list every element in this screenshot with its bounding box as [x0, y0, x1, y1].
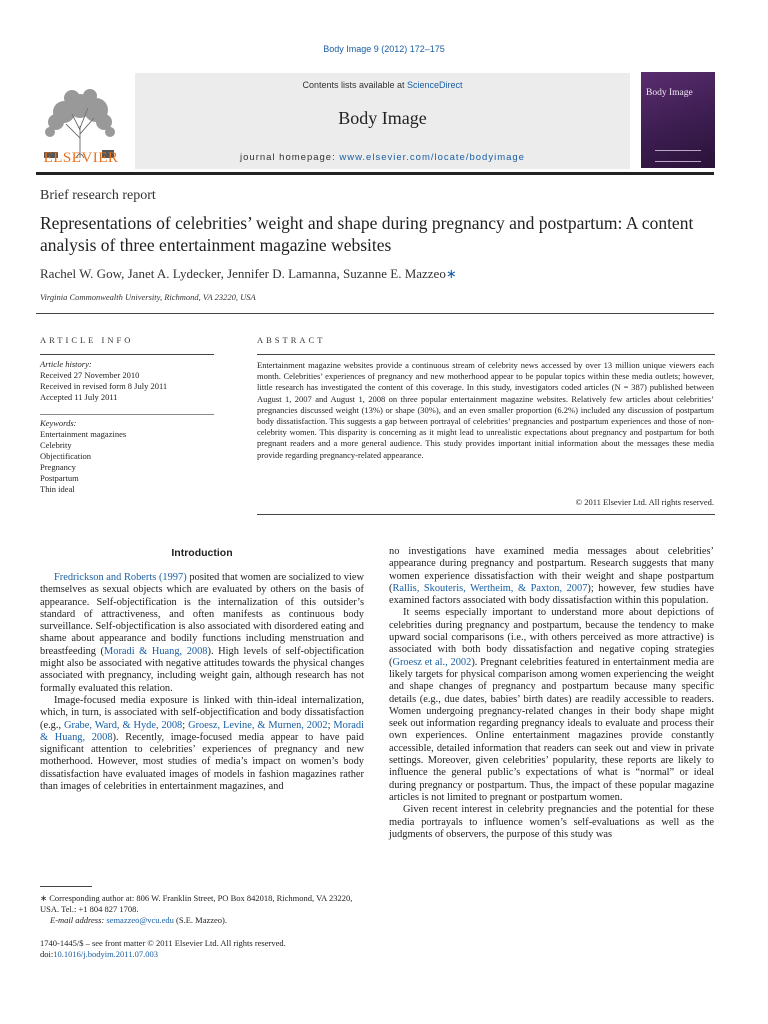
doi-prefix: doi:	[40, 949, 54, 959]
article-history	[40, 359, 220, 403]
history-revised: Received in revised form 8 July 2011	[40, 381, 168, 391]
abstract-heading: ABSTRACT	[257, 335, 326, 345]
doi-line	[40, 949, 364, 960]
citation-link[interactable]: Groesz, Levine, & Murnen, 2002	[188, 719, 328, 731]
cover-title: Body Image	[646, 88, 693, 98]
paragraph-text: Image-focused media exposure is linked with thin-ideal internalization, which, in turn, is associated with self-objectification and body dissatisfaction (e.g.,	[40, 694, 364, 731]
article-info-heading: ARTICLE INFO	[40, 335, 134, 345]
citation-link[interactable]: Moradi & Huang, 2008	[40, 719, 364, 743]
footnote-mark: ∗	[40, 893, 48, 903]
paragraph	[40, 695, 364, 793]
paragraph-text: ). Pregnant celebrities featured in entertainment media are likely targets for physical comparison among women experiencing the weight and shape changes of pregnancy and postpartum because many specific details (e.g., due dates, babies’ birth dates) are readily accessible to readers. Women undergoing pregnancy-related changes in their body shape might seek out information regarding pregnancy ideals to evaluate and process their own experiences. Online entertainment magazines provide constantly accessible, detailed information that readers can seek out and view in private settings. Moreover, given celebrities’ popularity, these reports are likely to influence the general public’s expectations of what is “normal” or ideal during pregnancy or postpartum. Thus, the impact of these popular magazine articles is not limited to pregnant or postpartum women.	[389, 656, 714, 803]
authors-text: Rachel W. Gow, Janet A. Lydecker, Jennifer D. Lamanna, Suzanne E. Mazzeo	[40, 266, 446, 281]
affiliation: Virginia Commonwealth University, Richmond, VA 23220, USA	[40, 292, 256, 302]
footnote-email-line	[40, 915, 364, 926]
body-column-right	[389, 546, 714, 841]
email-link[interactable]: semazzeo@vcu.edu	[106, 915, 174, 925]
history-accepted: Accepted 11 July 2011	[40, 392, 118, 402]
paragraph-text: ); however, few studies have examined factors associated with body dissatisfaction within this population.	[389, 582, 714, 607]
contents-line	[135, 80, 630, 90]
paragraph-text: ). Recently, image-focused media appear to have paid significant attention to celebrities’ experiences of pregnancy and new motherhood. However, most studies of media’s impact on women’s body dissatisfaction have evaluated images of models in fashion magazines rather than images of celebrities in entertainment magazines, and	[40, 731, 365, 793]
citation-link[interactable]: Groesz et al., 2002	[392, 656, 472, 668]
doi-link[interactable]: 10.1016/j.bodyim.2011.07.003	[53, 949, 158, 959]
body-column-left	[40, 572, 364, 793]
citation-link[interactable]: Grabe, Ward, & Hyde, 2008	[63, 719, 183, 731]
history-label: Article history:	[40, 359, 92, 369]
journal-reference[interactable]: Body Image 9 (2012) 172–175	[323, 44, 445, 54]
paragraph: Given recent interest in celebrity pregnancies and the potential for these media portrayals to influence women’s self-evaluations as well as the judgments of observers, the purpose of this study was	[389, 804, 714, 840]
issn-block	[40, 938, 364, 960]
paragraph-text: ;	[182, 719, 189, 731]
cover-decoration	[655, 150, 701, 162]
homepage-link[interactable]: www.elsevier.com/locate/bodyimage	[339, 152, 525, 163]
footnote-address	[40, 893, 364, 915]
homepage-prefix: journal homepage:	[240, 152, 340, 163]
keyword-item: Pregnancy	[40, 462, 76, 472]
paragraph-text: It seems especially important to understand more about depictions of celebrities during pregnancy and postpartum, because the tendency to make upward social comparisons (i.e., with others perceived as more attractive) is associated with both body dissatisfaction and negative coping strategies (	[389, 607, 714, 668]
citation-link[interactable]: Fredrickson and Roberts (1997)	[54, 572, 187, 583]
email-suffix: (S.E. Mazzeo).	[173, 915, 227, 925]
header-rule	[36, 172, 714, 175]
article-title: Representations of celebrities’ weight and shape during pregnancy and postpartum: A content analysis of three entertainment magazine websites	[40, 213, 694, 255]
journal-title: Body Image	[338, 108, 427, 128]
paragraph-text: posited that women are socialized to view themselves as sexual objects which are evaluated by others on the basis of appearance. Self-objectification is the internalization of this outsider’s standard of attractiveness, and often manifests as continuous body surveillance. Self-objectification is also associated with disordered eating and shame about appearance and bodily functions including menstruation and breastfeeding (	[40, 572, 364, 657]
paragraph	[40, 572, 364, 695]
paragraph	[389, 607, 714, 804]
elsevier-wordmark: ELSEVIER	[43, 150, 119, 166]
article-info-rule	[40, 354, 214, 355]
footnote-text: Corresponding author at: 806 W. Franklin Street, PO Box 842018, Richmond, VA 23220, USA. Tel.: +1 804 827 1708.	[40, 893, 353, 914]
keyword-item: Postpartum	[40, 473, 79, 483]
history-received: Received 27 November 2010	[40, 370, 140, 380]
keywords-rule	[40, 414, 214, 415]
keyword-item: Entertainment magazines	[40, 429, 127, 439]
paragraph-text: ). High levels of self-objectification might also be associated with negative attitudes towards the physical changes associated with pregnancy, including weight gain, although research has not formally evaluated this relation.	[40, 645, 365, 694]
paragraph-text: ;	[327, 719, 334, 731]
abstract-copyright: © 2011 Elsevier Ltd. All rights reserved.	[575, 497, 714, 507]
citation-link[interactable]: Rallis, Skouteris, Wertheim, & Paxton, 2007	[392, 582, 588, 594]
abstract-text: Entertainment magazine websites provide a continuous stream of celebrity news accessed by over 13 million unique viewers each month. Celebrities’ experiences of pregnancy and new motherhood appear to be popular topics within these media outlets; however, little research has investigated the content of this coverage. In this study, investigators coded articles (N = 387) published between August 1, 2007 and August 1, 2008 on three popular entertainment magazine websites. Relatively few articles about celebrities’ pregnancies discussed weight (13%) or shape (30%), and an even smaller proportion (6.2%) included any discussion of postpartum body dissatisfaction. This suggests a gap between portrayal of celebrities’ pregnancies and postpartum experiences and those of non-celebrity women. This disparity is concerning as it might lead to unrealistic expectations about pregnancy and postpartum for both pregnant readers and a more general audience. This study provides important initial information about the messages these media provide regarding pregnancy-related appearance.	[257, 360, 714, 460]
corresponding-author-footnote	[40, 893, 364, 926]
paragraph-text: no investigations have examined media messages about celebrities’ appearance during pregnancy and postpartum. Research suggests that many women experience dissatisfaction with their weight and shape postpartum (	[389, 546, 714, 594]
keyword-item: Celebrity	[40, 440, 72, 450]
email-label: E-mail address:	[50, 915, 107, 925]
article-type: Brief research report	[40, 188, 156, 203]
citation-link[interactable]: Moradi & Huang, 2008	[104, 645, 208, 657]
corresponding-author-link[interactable]: ∗	[445, 266, 457, 281]
abstract-rule	[257, 354, 715, 355]
keywords	[40, 418, 220, 495]
contents-prefix: Contents lists available at	[302, 80, 408, 90]
paragraph	[389, 546, 714, 607]
keyword-item: Thin ideal	[40, 484, 75, 494]
footnote-rule	[40, 886, 92, 887]
affiliation-rule	[36, 313, 714, 314]
abstract-bottom-rule	[257, 514, 715, 515]
keyword-item: Objectification	[40, 451, 91, 461]
introduction-heading: Introduction	[171, 547, 233, 559]
homepage-line	[135, 152, 630, 163]
sciencedirect-link[interactable]: ScienceDirect	[407, 80, 463, 90]
keywords-label: Keywords:	[40, 418, 77, 428]
issn-line: 1740-1445/$ – see front matter © 2011 Elsevier Ltd. All rights reserved.	[40, 938, 286, 948]
author-list	[40, 266, 700, 282]
